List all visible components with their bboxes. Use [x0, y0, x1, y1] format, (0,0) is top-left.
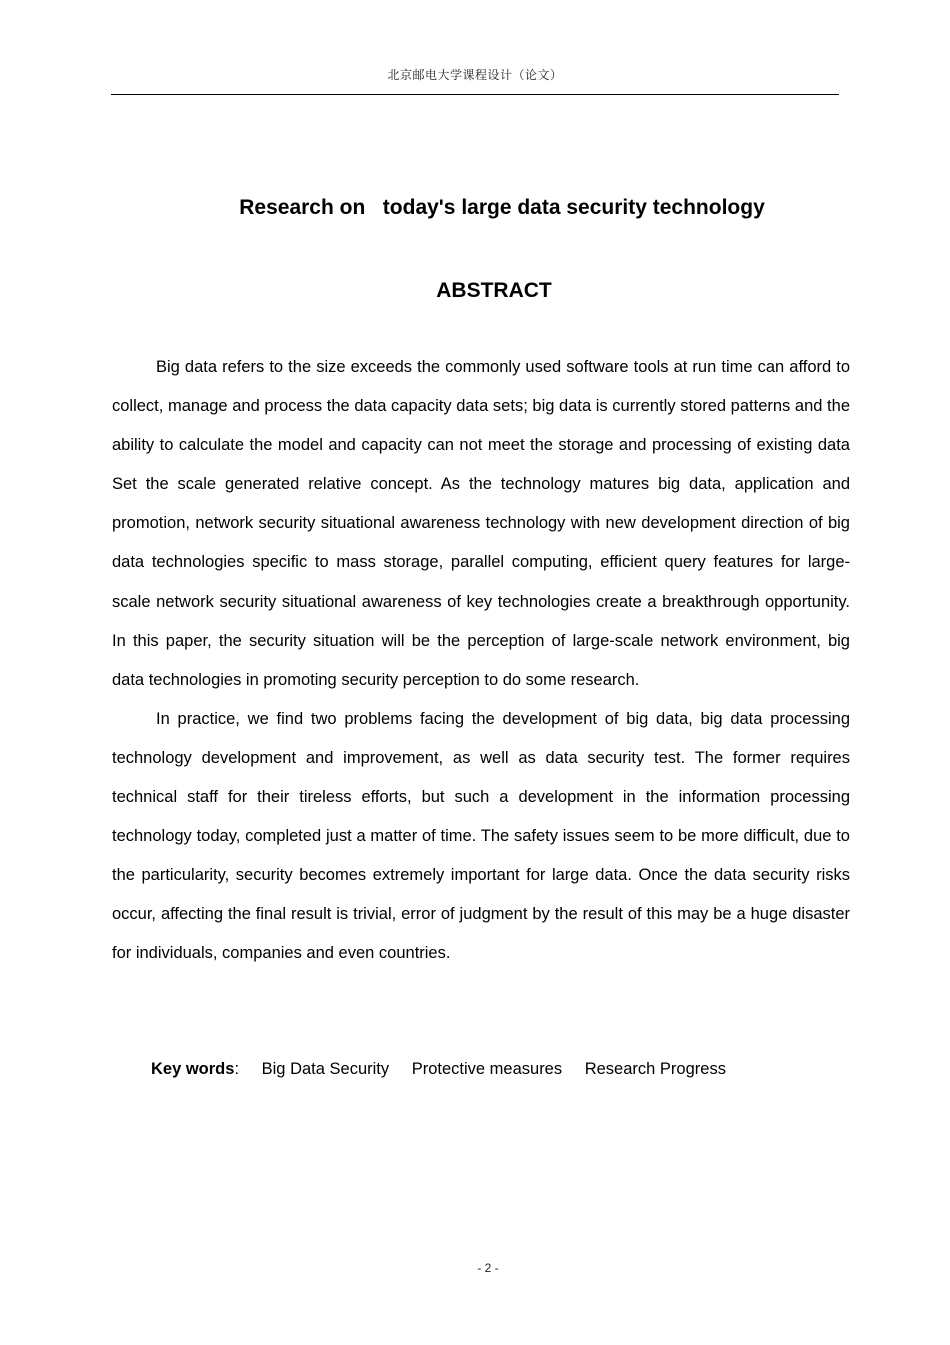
- keywords-label: Key words: [151, 1060, 235, 1078]
- abstract-heading: ABSTRACT: [436, 279, 552, 302]
- abstract-body: [112, 348, 850, 974]
- abstract-paragraph: In practice, we find two problems facing the development of big data, big data processing technology development and improvement, as well as data security test. The former requires technical staff for their tireless efforts, but such a development in the information processing technology today, completed just a matter of time. The safety issues seem to be more difficult, due to the particularity, security becomes extremely important for large data. Once the data security risks occur, affecting the final result is trivial, error of judgment by the result of this may be a huge disaster for individuals, companies and even countries.: [112, 709, 850, 963]
- keyword: Protective measures: [411, 1060, 563, 1078]
- keyword: Big Data Security: [261, 1060, 390, 1078]
- header-rule: [111, 94, 839, 95]
- page-number: - 2 -: [477, 1261, 499, 1275]
- keyword: Research Progress: [584, 1060, 726, 1078]
- keywords-separator: :: [234, 1060, 240, 1078]
- running-header: 北京邮电大学课程设计（论文）: [387, 68, 563, 82]
- paper-title: Research on today's large data security technology: [239, 196, 765, 219]
- abstract-paragraph: Big data refers to the size exceeds the commonly used software tools at run time can afford to collect, manage and process the data capacity data sets; big data is currently stored patterns and the ability to calculate the model and capacity can not meet the storage and processing of existing data Set the scale generated relative concept. As the technology matures big data, application and promotion, network security situational awareness technology with new development direction of big data technologies specific to mass storage, parallel computing, efficient query features for large-scale network security situational awareness of key technologies create a breakthrough opportunity. In this paper, the security situation will be the perception of large-scale network environment, big data technologies in promoting security perception to do some research.: [112, 358, 850, 689]
- keywords-line: [151, 1060, 726, 1079]
